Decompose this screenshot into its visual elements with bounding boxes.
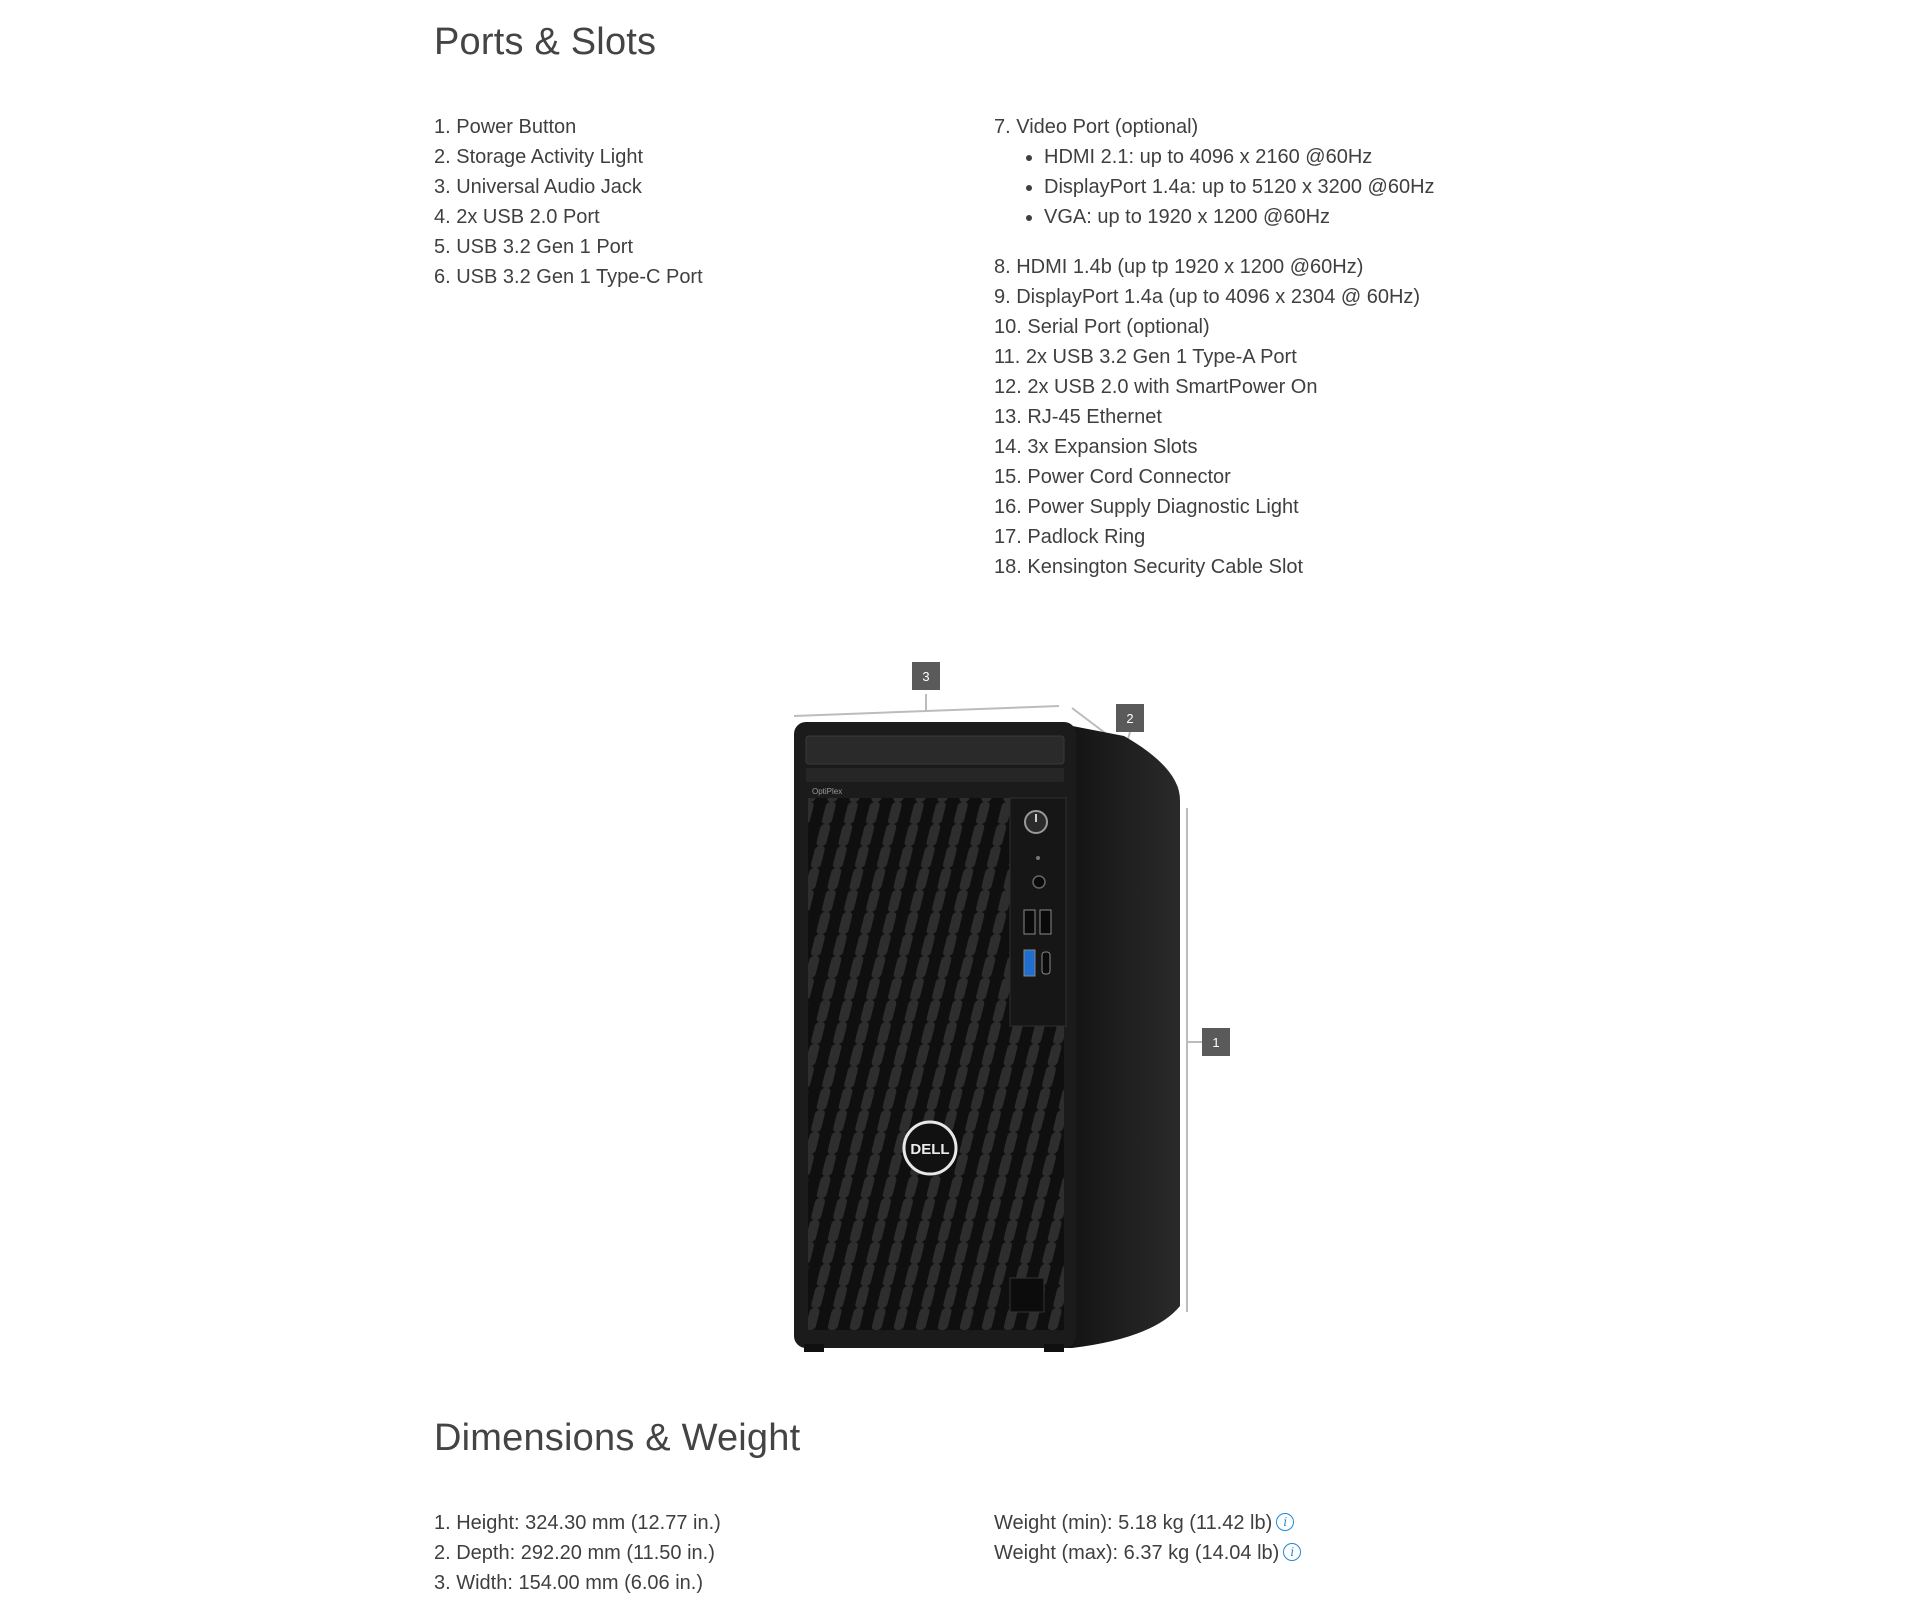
- usb2-port-icon: [1024, 910, 1035, 934]
- port-list-item: 18. Kensington Security Cable Slot: [994, 556, 1304, 578]
- port-list-item: 16. Power Supply Diagnostic Light: [994, 496, 1299, 518]
- port-list-item: 3. Universal Audio Jack: [434, 176, 642, 198]
- ports-right-list: [994, 252, 1435, 582]
- info-icon[interactable]: i: [1283, 1543, 1301, 1561]
- video-option-item: • HDMI 2.1: up to 4096 x 2160 @60Hz: [1044, 142, 1435, 172]
- ports-slots-heading: Ports & Slots: [434, 21, 657, 63]
- width-dimension-line: [794, 694, 1059, 716]
- tower-illustration: [774, 648, 1254, 1368]
- port-list-item: 14. 3x Expansion Slots: [994, 436, 1198, 458]
- port-list-item: 11. 2x USB 3.2 Gen 1 Type-A Port: [994, 346, 1297, 368]
- ports-left-column: [434, 112, 703, 292]
- weight-column: [994, 1508, 1301, 1568]
- badge-3-label: 3: [922, 669, 930, 684]
- port-list-item: 17. Padlock Ring: [994, 526, 1146, 548]
- dimensions-left-column: [434, 1508, 721, 1598]
- port-list-item: 2. Storage Activity Light: [434, 146, 644, 168]
- storage-light-icon: [1036, 856, 1040, 860]
- badge-2-label: 2: [1126, 711, 1134, 726]
- usb2-port-icon: [1040, 910, 1051, 934]
- dell-logo-text: DELL: [910, 1141, 950, 1158]
- product-figure: [774, 648, 1254, 1368]
- dimensions-list: [434, 1508, 721, 1598]
- ports-right-column: [994, 112, 1435, 582]
- video-port-item: 7. Video Port (optional): [994, 116, 1199, 138]
- port-list-item: 1. Power Button: [434, 116, 577, 138]
- port-list-item: 9. DisplayPort 1.4a (up to 4096 x 2304 @ 60Hz): [994, 286, 1421, 308]
- dimensions-weight-heading: Dimensions & Weight: [434, 1417, 801, 1459]
- video-port-list: [994, 112, 1435, 142]
- usb3-port-icon: [1024, 950, 1035, 976]
- port-list-item: 12. 2x USB 2.0 with SmartPower On: [994, 376, 1318, 398]
- dimension-item: 2. Depth: 292.20 mm (11.50 in.): [434, 1542, 715, 1564]
- port-list-item: 10. Serial Port (optional): [994, 316, 1210, 338]
- weight-max: [994, 1538, 1301, 1568]
- dimension-item: 3. Width: 154.00 mm (6.06 in.): [434, 1572, 704, 1594]
- weight-list: [994, 1508, 1301, 1568]
- chassis-side: [1062, 724, 1180, 1348]
- port-list-item: 15. Power Cord Connector: [994, 466, 1231, 488]
- dimension-badge-1: [1202, 1028, 1230, 1056]
- video-option-item: • VGA: up to 1920 x 1200 @60Hz: [1044, 202, 1435, 232]
- dell-logo: [904, 1122, 956, 1174]
- audio-jack-icon: [1033, 876, 1045, 888]
- info-icon[interactable]: i: [1276, 1513, 1294, 1531]
- ports-left-list: [434, 112, 703, 292]
- port-list-item: 8. HDMI 1.4b (up tp 1920 x 1200 @60Hz): [994, 256, 1364, 278]
- optiplex-label: OptiPlex: [812, 787, 843, 796]
- video-port-options: [994, 142, 1435, 232]
- height-dimension-line: [1187, 808, 1202, 1312]
- port-list-item: 13. RJ-45 Ethernet: [994, 406, 1162, 428]
- usb-c-port-icon: [1042, 952, 1050, 974]
- dimension-badge-2: [1116, 704, 1144, 732]
- badge-1-label: 1: [1212, 1035, 1220, 1050]
- video-option-item: • DisplayPort 1.4a: up to 5120 x 3200 @60Hz: [1044, 172, 1435, 202]
- chassis-front: [794, 722, 1076, 1352]
- weight-min: [994, 1508, 1301, 1538]
- port-list-item: 6. USB 3.2 Gen 1 Type-C Port: [434, 266, 703, 288]
- front-grille: [808, 798, 1024, 1330]
- port-list-item: 4. 2x USB 2.0 Port: [434, 206, 600, 228]
- dimension-badge-3: [912, 662, 940, 690]
- front-badge-slot: [1010, 1278, 1044, 1312]
- weight-max-text: Weight (max): 6.37 kg (14.04 lb): [994, 1542, 1280, 1564]
- port-list-item: 5. USB 3.2 Gen 1 Port: [434, 236, 633, 258]
- dimension-item: 1. Height: 324.30 mm (12.77 in.): [434, 1512, 721, 1534]
- weight-min-text: Weight (min): 5.18 kg (11.42 lb): [994, 1512, 1273, 1534]
